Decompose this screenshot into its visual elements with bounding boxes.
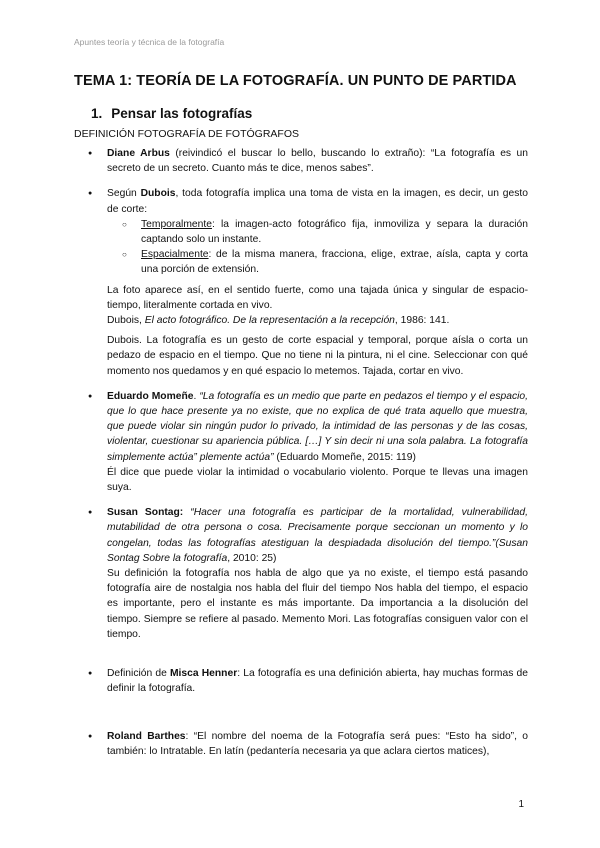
item-text: , toda fotografía implica una toma de vista en la imagen, es decir, un gesto de corte: — [107, 188, 528, 215]
author-name: Susan Sontag: — [107, 507, 184, 519]
document-title: TEMA 1: TEORÍA DE LA FOTOGRAFÍA. UN PUNTO DE PARTIDA — [74, 73, 517, 89]
sub-term: Temporalmente — [141, 218, 212, 230]
paragraph: Dubois. La fotografía es un gesto de corte espacial y temporal, porque aísla o corta un pedazo de espacio en el tiempo. Que no tiene ni la pintura, ni el cine. Seleccionar con qué momento nos quedamos y en qué espacio lo metemos. Tajada, cortar en vivo. — [107, 335, 528, 377]
citation — [107, 313, 528, 328]
quote: “Hacer una fotografía es participar de la mortalidad, vulnerabilidad, mutabilidad de otra persona o cosa. Precisamente porque seccionan un momento y lo congelan, todas las fotografías atestiguan la despiadada disolución del tiempo.” — [107, 507, 529, 549]
sublist-item-temporal — [116, 217, 528, 247]
cite-year: , 2010: 25) — [227, 552, 277, 564]
list-item-sontag — [74, 505, 528, 642]
cite-author: Dubois, — [107, 315, 145, 327]
subheading: DEFINICIÓN FOTOGRAFÍA DE FOTÓGRAFOS — [74, 128, 299, 140]
sublist-item-espacial — [116, 247, 528, 277]
sub-text: : de la misma manera, fracciona, elige, extrae, aísla, capta y corta una porción de extensión. — [141, 249, 528, 276]
document-body — [74, 146, 528, 759]
cite-name: (Susan Sontag — [107, 537, 528, 564]
author-name: Diane Arbus — [107, 148, 170, 159]
item-prefix: Según — [107, 188, 141, 200]
item-text: : “El nombre del noema de la Fotografía será pues: “Esto ha sido”, o también: lo Intratable. En latín (pedantería necesaria ya que aclara ciertos matices), — [107, 730, 528, 757]
paragraph: La foto aparece así, en el sentido fuerte, como una tajada única y singular de espacio-tiempo, literalmente cortada en vivo. — [107, 284, 528, 311]
page-number: 1 — [518, 799, 524, 810]
item-text: (reivindicó el buscar lo bello, buscando lo extraño): “La fotografía es un secreto de un secreto. Cuanto más te dice, menos sabes”. — [107, 148, 528, 175]
section-number: 1. — [91, 106, 103, 121]
cite-year: , 1986: 141. — [394, 315, 450, 327]
page-header: Apuntes teoría y técnica de la fotografía — [74, 37, 225, 47]
author-name: Eduardo Momeñe — [107, 390, 194, 402]
section-title-text: Pensar las fotografías — [111, 106, 253, 121]
sub-text: : la imagen-acto fotográfico fija, inmoviliza y separa la duración captando solo un instante. — [141, 218, 528, 246]
quote: “La fotografía es un medio que parte en pedazos el tiempo y el espacio, que lo que hace presente ya no existe, que no explica de qué trata aquello que muestra, que puede violar sin ningún pudor lo privado, la intimidad de las personas y de las cosas, violentar, cuestionar su apariencia pública. […] Y sin decir ni una sola palabra. La fotografía simplemente actúa” plemente actúa” — [107, 390, 528, 463]
paragraph: Él dice que puede violar la intimidad o vocabulario violento. Porque te llevas una imagen suya. — [107, 466, 528, 494]
author-name: Dubois — [140, 188, 176, 200]
separator: . — [193, 390, 200, 402]
item-prefix: Definición de — [107, 668, 170, 680]
citation: (Eduardo Momeñe, 2015: 119) — [273, 451, 416, 463]
cite-work: El acto fotográfico. De la representación a la recepción — [144, 315, 395, 327]
item-text: : La fotografía es una definición abierta, hay muchas formas de definir la fotografía. — [107, 668, 528, 695]
list-item-momene — [74, 389, 528, 495]
list-item-henner — [74, 666, 528, 696]
list-item-dubois — [74, 186, 528, 378]
author-name: Roland Barthes — [107, 730, 186, 742]
sub-term: Espacialmente — [141, 249, 209, 261]
section-title — [91, 106, 252, 121]
author-name: Misca Henner — [169, 668, 238, 680]
paragraph: Su definición la fotografía nos habla de algo que ya no existe, el tiempo está pasando fotografía aire de nostalgia nos habla del fluir del tiempo Nos habla del tiempo, el espacio es importante, pero el instante es más importante. Da importancia a la disolución del tiempo. Siempre se refiere al pasado. Memento Mori. Las fotografías consiguen valor con el tiempo. — [107, 568, 528, 640]
cite-work: Sobre la fotografía — [142, 552, 228, 564]
list-item-barthes — [74, 729, 528, 759]
list-item-arbus — [74, 146, 528, 176]
